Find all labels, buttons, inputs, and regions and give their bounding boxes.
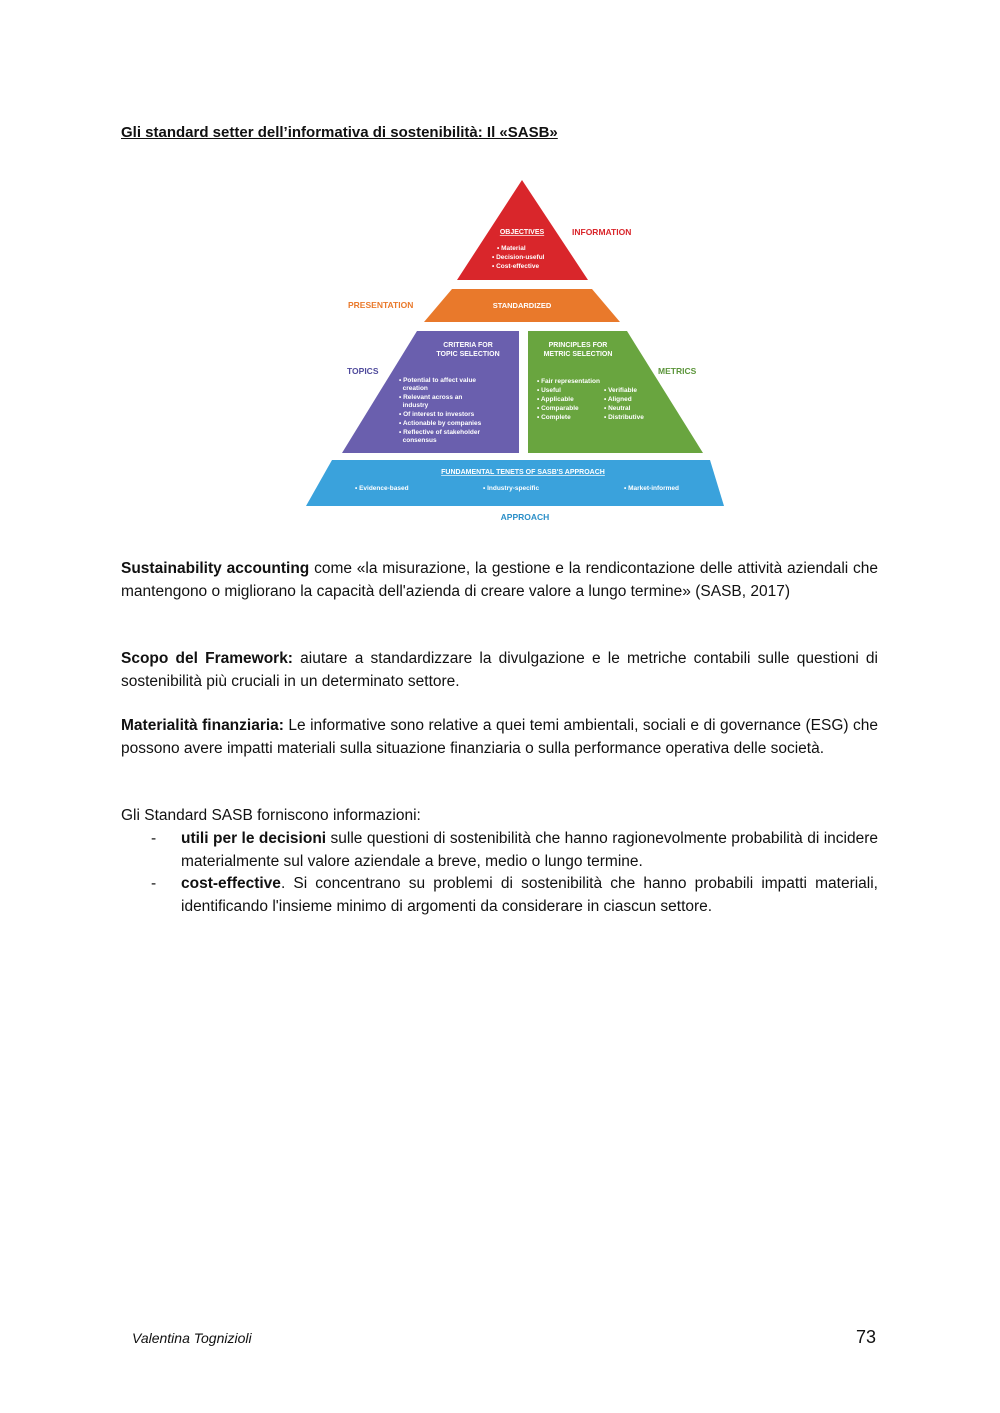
objectives-item: • Decision-useful bbox=[492, 254, 545, 261]
principles-item: • Comparable bbox=[537, 405, 579, 412]
label-presentation: PRESENTATION bbox=[348, 300, 414, 310]
term-sustainability-accounting: Sustainability accounting bbox=[121, 560, 310, 577]
term-framework-scope: Scopo del Framework: bbox=[121, 650, 293, 667]
label-topics: TOPICS bbox=[347, 366, 379, 376]
principles-item: • Neutral bbox=[604, 405, 631, 412]
list-dash: - bbox=[151, 875, 157, 892]
criteria-item: industry bbox=[399, 402, 429, 409]
principles-title-line1: PRINCIPLES FOR bbox=[548, 342, 608, 349]
page-number: 73 bbox=[856, 1327, 877, 1347]
criteria-item: • Relevant across an bbox=[399, 394, 463, 401]
principles-item: • Verifiable bbox=[604, 387, 637, 394]
criteria-item: • Actionable by companies bbox=[399, 420, 482, 427]
principles-item: • Applicable bbox=[537, 396, 574, 403]
standardized-label: STANDARDIZED bbox=[492, 301, 552, 310]
criteria-title-line2: TOPIC SELECTION bbox=[436, 351, 500, 358]
criteria-item: creation bbox=[399, 385, 428, 392]
principles-item: • Distributive bbox=[604, 414, 644, 421]
section-heading: Gli standard setter dell’informativa di sostenibilità: Il «SASB» bbox=[121, 124, 558, 141]
sasb-pyramid-figure bbox=[300, 170, 730, 530]
tenets-item: • Industry-specific bbox=[483, 485, 540, 492]
financial-materiality-text: Le informative sono relative a quei temi ambientali, sociali e di governance (ESG) che possono avere impatti materiali sulla situazione finanziaria o sulla performance operativa delle società. bbox=[121, 717, 878, 757]
tenets-title: FUNDAMENTAL TENETS OF SASB'S APPROACH bbox=[441, 469, 605, 476]
objectives-title: OBJECTIVES bbox=[499, 229, 545, 236]
principles-title-line2: METRIC SELECTION bbox=[543, 351, 613, 358]
list-item bbox=[121, 873, 878, 918]
list-item-bold: cost-effective bbox=[181, 875, 281, 892]
label-metrics: METRICS bbox=[658, 366, 697, 376]
principles-item: • Aligned bbox=[604, 396, 632, 403]
principles-item: • Useful bbox=[537, 387, 561, 394]
objectives-item: • Cost-effective bbox=[492, 263, 540, 270]
list-item-bold: utili per le decisioni bbox=[181, 830, 327, 847]
definition-text: come «la misurazione, la gestione e la rendicontazione delle attività aziendali che mantengono o migliorano la capacità dell'azienda di creare valore a lungo termine» (SASB, 2017) bbox=[121, 560, 879, 600]
paragraph-financial-materiality bbox=[121, 715, 878, 760]
framework-scope-text: aiutare a standardizzare la divulgazione e le metriche contabili sulle questioni di sostenibilità più cruciali in un determinato settore. bbox=[121, 650, 878, 690]
paragraph-standards-intro: Gli Standard SASB forniscono informazioni: bbox=[121, 807, 421, 824]
footer-author: Valentina Tognizioli bbox=[132, 1330, 252, 1346]
term-financial-materiality: Materialità finanziaria: bbox=[121, 717, 284, 734]
list-item-text: sulle questioni di sostenibilità che hanno ragionevolmente probabilità di incidere materialmente sul valore aziendale a breve, medio o lungo termine. bbox=[181, 830, 878, 870]
standards-list bbox=[121, 828, 878, 918]
list-item bbox=[121, 828, 878, 873]
criteria-item: • Of interest to investors bbox=[399, 411, 475, 418]
tenets-item: • Market-informed bbox=[624, 485, 680, 492]
list-dash: - bbox=[151, 830, 157, 847]
tenets-item: • Evidence-based bbox=[355, 485, 409, 492]
label-approach: APPROACH bbox=[500, 512, 550, 522]
principles-item: • Fair representation bbox=[537, 378, 600, 385]
paragraph-framework-scope bbox=[121, 648, 878, 693]
criteria-title-line1: CRITERIA FOR bbox=[443, 342, 493, 349]
criteria-item: • Potential to affect value bbox=[399, 377, 477, 384]
label-information: INFORMATION bbox=[572, 227, 632, 237]
sasb-pyramid-diagram bbox=[300, 170, 730, 530]
principles-item: • Complete bbox=[537, 414, 571, 421]
objectives-item: • Material bbox=[497, 245, 526, 252]
paragraph-sustainability-accounting bbox=[121, 558, 878, 603]
criteria-item: • Reflective of stakeholder bbox=[399, 429, 481, 436]
criteria-item: consensus bbox=[399, 437, 437, 444]
tenets-band bbox=[306, 460, 724, 506]
list-item-text: . Si concentrano su problemi di sostenibilità che hanno probabili impatti materiali, identificando l'insieme minimo di argomenti da considerare in ciascun settore. bbox=[181, 875, 878, 915]
